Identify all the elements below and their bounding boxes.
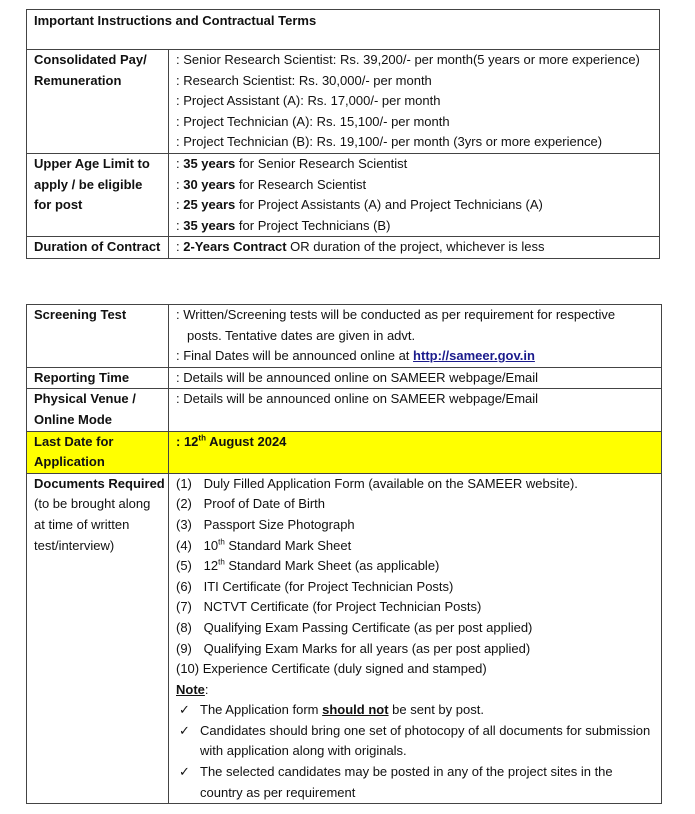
document-item: (2) Proof of Date of Birth xyxy=(176,496,326,512)
check-icon: ✓ xyxy=(179,764,190,780)
duration-value: : 2-Years Contract OR duration of the project, whichever is less xyxy=(169,237,660,259)
sameer-website-link[interactable]: http://sameer.gov.in xyxy=(413,348,535,364)
age-line: : 35 years for Senior Research Scientist xyxy=(176,155,408,171)
document-item: (1) Duly Filled Application Form (available on the SAMEER website). xyxy=(176,475,578,491)
reporting-row xyxy=(27,367,662,389)
check-icon: ✓ xyxy=(179,702,190,718)
reporting-value: : Details will be announced online on SAMEER webpage/Email xyxy=(169,367,662,389)
document-item: (9) Qualifying Exam Marks for all years (as per post applied) xyxy=(176,640,531,656)
document-item: (4) 10th Standard Mark Sheet xyxy=(176,537,352,553)
pay-row xyxy=(27,50,660,154)
document-item: (8) Qualifying Exam Passing Certificate (as per post applied) xyxy=(176,619,533,635)
documents-label-line: Documents Required xyxy=(34,475,165,491)
age-line: : 25 years for Project Assistants (A) and Project Technicians (A) xyxy=(176,197,543,213)
note-item: ✓ The selected candidates may be posted in any of the project sites in the country as per requirement xyxy=(179,764,613,800)
document-item: (7) NCTVT Certificate (for Project Technician Posts) xyxy=(176,599,482,615)
screening-line: : Written/Screening tests will be conducted as per requirement for respective xyxy=(176,307,616,322)
check-icon: ✓ xyxy=(179,722,190,738)
age-limit-row xyxy=(27,153,660,236)
documents-row xyxy=(27,473,662,804)
pay-label-line: Remuneration xyxy=(34,72,122,88)
venue-row xyxy=(27,389,662,431)
pay-line: : Project Technician (B): Rs. 19,100/- per month (3yrs or more experience) xyxy=(176,134,603,150)
note-item: ✓ The Application form should not be sent by post. xyxy=(176,700,656,721)
age-label-line: apply / be eligible xyxy=(34,176,143,192)
age-label-line: Upper Age Limit to xyxy=(34,155,150,171)
age-line: : 35 years for Project Technicians (B) xyxy=(176,217,391,233)
screening-line: : Final Dates will be announced online at http://sameer.gov.in xyxy=(176,348,535,364)
duration-label: Duration of Contract xyxy=(27,237,169,259)
age-limit-values xyxy=(169,153,660,236)
screening-line: posts. Tentative dates are given in advt. xyxy=(187,327,416,343)
documents-list xyxy=(169,473,662,804)
age-line: : 30 years for Research Scientist xyxy=(176,176,367,192)
note-item: ✓ Candidates should bring one set of photocopy of all documents for submission with application along with originals. xyxy=(179,722,651,759)
screening-label: Screening Test xyxy=(27,305,169,368)
pay-label xyxy=(27,50,169,154)
pay-line: : Project Assistant (A): Rs. 17,000/- per month xyxy=(176,93,441,109)
table-header-row xyxy=(27,10,660,50)
document-item: (10) Experience Certificate (duly signed and stamped) xyxy=(176,661,487,677)
documents-label-line: at time of written xyxy=(34,516,130,532)
pay-values xyxy=(169,50,660,154)
last-date-value: : 12th August 2024 xyxy=(169,431,662,473)
pay-line: : Research Scientist: Rs. 30,000/- per month xyxy=(176,72,432,88)
documents-label-line: (to be brought along xyxy=(34,496,151,512)
age-limit-label xyxy=(27,153,169,236)
screening-value xyxy=(169,305,662,368)
last-date-label-line: Last Date for xyxy=(34,433,114,449)
section-title: Important Instructions and Contractual Terms xyxy=(27,10,660,50)
documents-label xyxy=(27,473,169,804)
last-date-label-line: Application xyxy=(34,454,105,470)
venue-label-line: Online Mode xyxy=(34,411,112,427)
venue-label xyxy=(27,389,169,431)
pay-line: : Project Technician (A): Rs. 15,100/- per month xyxy=(176,113,450,129)
pay-label-line: Consolidated Pay/ xyxy=(34,52,147,67)
venue-value: : Details will be announced online on SAMEER webpage/Email xyxy=(169,389,662,431)
documents-label-line: test/interview) xyxy=(34,537,115,553)
document-item: (3) Passport Size Photograph xyxy=(176,516,355,532)
reporting-label: Reporting Time xyxy=(27,367,169,389)
venue-label-line: Physical Venue / xyxy=(34,391,136,407)
note-heading: Note: xyxy=(176,681,209,697)
screening-row xyxy=(27,305,662,368)
selection-process-table xyxy=(26,304,662,804)
duration-row xyxy=(27,237,660,259)
document-item: (5) 12th Standard Mark Sheet (as applicable) xyxy=(176,557,440,574)
age-label-line: for post xyxy=(34,197,83,213)
pay-line: : Senior Research Scientist: Rs. 39,200/- per month(5 years or more experience) xyxy=(176,52,640,67)
document-item: (6) ITI Certificate (for Project Technician Posts) xyxy=(176,578,454,594)
contract-terms-table xyxy=(26,9,660,259)
last-date-row xyxy=(27,431,662,473)
last-date-label xyxy=(27,431,169,473)
